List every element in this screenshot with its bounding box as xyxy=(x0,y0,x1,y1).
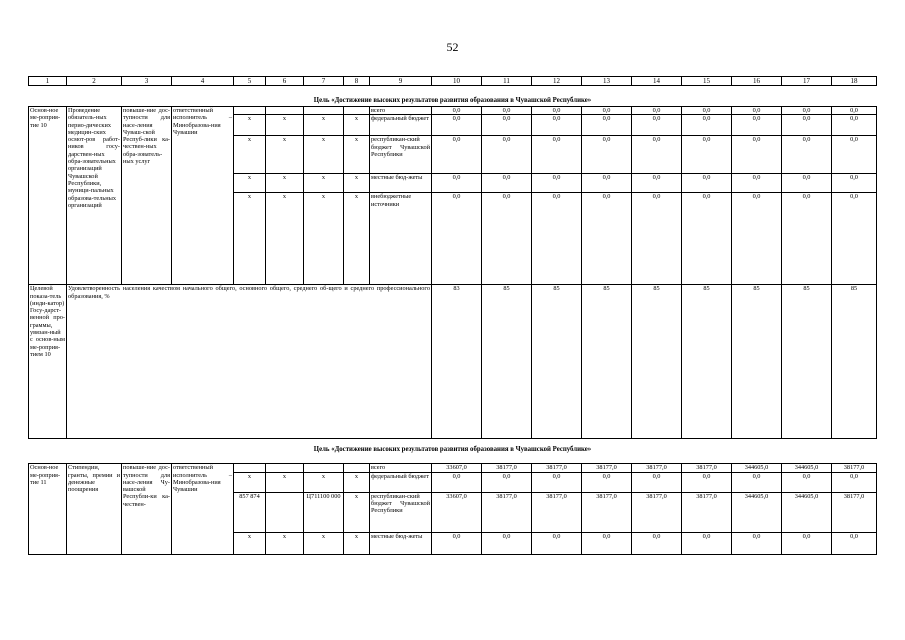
spacer-row xyxy=(29,86,877,97)
amount-value: 0,0 xyxy=(532,136,582,174)
column-number: 9 xyxy=(370,77,432,86)
amount-value: 0,0 xyxy=(582,136,632,174)
amount-value: 0,0 xyxy=(732,107,782,115)
amount-value: 0,0 xyxy=(482,532,532,554)
indicator-value: 85 xyxy=(632,285,682,439)
column-number: 5 xyxy=(234,77,266,86)
amount-value: 38177,0 xyxy=(832,464,877,472)
budget-code xyxy=(266,464,304,472)
amount-value: 0,0 xyxy=(532,532,582,554)
indicator-value: 85 xyxy=(682,285,732,439)
amount-value: 0,0 xyxy=(532,193,582,285)
column-number: 7 xyxy=(304,77,344,86)
amount-value: 0,0 xyxy=(482,193,532,285)
funding-source: всего xyxy=(370,464,432,472)
indicator-value: 85 xyxy=(482,285,532,439)
budget-code: x xyxy=(266,136,304,174)
column-number: 4 xyxy=(172,77,234,86)
spacer-row xyxy=(29,455,877,464)
column-number: 6 xyxy=(266,77,304,86)
amount-value: 0,0 xyxy=(782,532,832,554)
budget-code: x xyxy=(234,472,266,492)
funding-source: всего xyxy=(370,107,432,115)
goal-row xyxy=(29,96,877,107)
column-number: 13 xyxy=(582,77,632,86)
funding-source: федеральный бюджет xyxy=(370,115,432,136)
budget-code: x xyxy=(304,174,344,193)
amount-value: 0,0 xyxy=(432,472,482,492)
amount-value: 0,0 xyxy=(482,174,532,193)
amount-value: 0,0 xyxy=(782,472,832,492)
budget-code xyxy=(304,464,344,472)
amount-value: 33607,0 xyxy=(432,464,482,472)
budget-code: x xyxy=(234,174,266,193)
amount-value: 0,0 xyxy=(482,107,532,115)
budget-code: x xyxy=(344,193,370,285)
budget-code xyxy=(344,107,370,115)
amount-value: 0,0 xyxy=(582,472,632,492)
budget-code: x xyxy=(234,193,266,285)
amount-value: 0,0 xyxy=(432,115,482,136)
budget-code: x xyxy=(234,532,266,554)
amount-value: 0,0 xyxy=(832,115,877,136)
responsible-executor: ответственный исполнитель – Минобразова-ния Чувашии xyxy=(172,107,234,285)
amount-value: 0,0 xyxy=(432,136,482,174)
responsible-executor: ответственный исполнитель – Минобразова-ния Чувашии xyxy=(172,464,234,554)
budget-code xyxy=(266,492,304,532)
budget-table xyxy=(28,76,877,555)
budget-code: x xyxy=(304,115,344,136)
budget-code xyxy=(304,107,344,115)
amount-value: 0,0 xyxy=(832,193,877,285)
amount-value: 0,0 xyxy=(832,532,877,554)
funding-source: федеральный бюджет xyxy=(370,472,432,492)
header-row xyxy=(29,77,877,86)
amount-value: 0,0 xyxy=(682,107,732,115)
amount-value: 0,0 xyxy=(732,136,782,174)
funding-source: местные бюд-жеты xyxy=(370,532,432,554)
budget-row xyxy=(29,107,877,115)
amount-value: 0,0 xyxy=(632,532,682,554)
column-number: 1 xyxy=(29,77,67,86)
activity-label: Основ-ное ме-роприя-тие 10 xyxy=(29,107,67,285)
amount-value: 0,0 xyxy=(682,115,732,136)
amount-value: 0,0 xyxy=(432,107,482,115)
budget-code: x xyxy=(266,193,304,285)
amount-value: 38177,0 xyxy=(582,492,632,532)
amount-value: 0,0 xyxy=(532,107,582,115)
amount-value: 38177,0 xyxy=(532,464,582,472)
amount-value: 344605,0 xyxy=(782,464,832,472)
activity-name: Стипендии, гранты, премии и денежные поощрения xyxy=(67,464,122,554)
budget-code xyxy=(266,107,304,115)
amount-value: 38177,0 xyxy=(832,492,877,532)
amount-value: 344605,0 xyxy=(732,492,782,532)
amount-value: 0,0 xyxy=(582,115,632,136)
column-number: 3 xyxy=(122,77,172,86)
column-number: 18 xyxy=(832,77,877,86)
amount-value: 0,0 xyxy=(582,107,632,115)
amount-value: 38177,0 xyxy=(632,492,682,532)
budget-code: x xyxy=(234,136,266,174)
budget-code: x xyxy=(344,174,370,193)
funding-source: республикан-ский бюджет Чувашской Республики xyxy=(370,136,432,174)
amount-value: 0,0 xyxy=(832,136,877,174)
budget-code xyxy=(234,107,266,115)
amount-value: 344605,0 xyxy=(782,492,832,532)
column-number: 11 xyxy=(482,77,532,86)
amount-value: 0,0 xyxy=(682,174,732,193)
budget-code: x xyxy=(266,115,304,136)
column-number: 2 xyxy=(67,77,122,86)
budget-code: Ц711100 000 xyxy=(304,492,344,532)
amount-value: 0,0 xyxy=(432,174,482,193)
budget-code: x xyxy=(266,174,304,193)
amount-value: 344605,0 xyxy=(732,464,782,472)
amount-value: 0,0 xyxy=(582,193,632,285)
indicator-text: Удовлетворенность населения качеством начального общего, основного общего, среднего об-щего и среднего профессионального образования, % xyxy=(67,285,432,439)
budget-code: x xyxy=(304,136,344,174)
amount-value: 0,0 xyxy=(832,174,877,193)
budget-code: x xyxy=(266,472,304,492)
amount-value: 0,0 xyxy=(632,193,682,285)
amount-value: 0,0 xyxy=(432,532,482,554)
budget-code xyxy=(344,464,370,472)
budget-code xyxy=(234,464,266,472)
amount-value: 0,0 xyxy=(682,532,732,554)
spacer xyxy=(29,455,877,464)
indicator-value: 85 xyxy=(782,285,832,439)
indicator-value: 85 xyxy=(582,285,632,439)
amount-value: 0,0 xyxy=(682,136,732,174)
amount-value: 38177,0 xyxy=(632,464,682,472)
funding-source: местные бюд-жеты xyxy=(370,174,432,193)
goal-heading: Цель «Достижение высоких результатов развития образования в Чувашской Республике» xyxy=(313,446,592,454)
amount-value: 0,0 xyxy=(432,193,482,285)
amount-value: 38177,0 xyxy=(582,464,632,472)
amount-value: 0,0 xyxy=(632,107,682,115)
column-number: 15 xyxy=(682,77,732,86)
amount-value: 0,0 xyxy=(682,472,732,492)
amount-value: 0,0 xyxy=(632,472,682,492)
column-number: 8 xyxy=(344,77,370,86)
budget-code: x xyxy=(266,532,304,554)
budget-code: x xyxy=(344,492,370,532)
amount-value: 0,0 xyxy=(582,532,632,554)
column-number: 12 xyxy=(532,77,582,86)
amount-value: 0,0 xyxy=(632,115,682,136)
budget-code: x xyxy=(344,532,370,554)
column-number: 14 xyxy=(632,77,682,86)
amount-value: 0,0 xyxy=(632,174,682,193)
budget-code: x xyxy=(304,472,344,492)
budget-code: x xyxy=(234,115,266,136)
activity-goal: повыше-ние дос-тупности для насе-ления Чу-вашской Республи-ки ка-чествен- xyxy=(122,464,172,554)
amount-value: 0,0 xyxy=(482,115,532,136)
indicator-value: 83 xyxy=(432,285,482,439)
amount-value: 0,0 xyxy=(782,107,832,115)
amount-value: 0,0 xyxy=(732,472,782,492)
amount-value: 0,0 xyxy=(782,193,832,285)
amount-value: 0,0 xyxy=(482,472,532,492)
amount-value: 0,0 xyxy=(532,115,582,136)
amount-value: 0,0 xyxy=(532,472,582,492)
funding-source: республикан-ский бюджет Чувашской Республики xyxy=(370,492,432,532)
indicator-row xyxy=(29,285,877,439)
amount-value: 0,0 xyxy=(682,193,732,285)
amount-value: 0,0 xyxy=(582,174,632,193)
budget-code: x xyxy=(344,115,370,136)
indicator-value: 85 xyxy=(732,285,782,439)
amount-value: 38177,0 xyxy=(682,464,732,472)
page-number: 52 xyxy=(446,40,459,54)
amount-value: 0,0 xyxy=(782,136,832,174)
column-number: 17 xyxy=(782,77,832,86)
column-number: 16 xyxy=(732,77,782,86)
budget-code: x xyxy=(304,532,344,554)
amount-value: 0,0 xyxy=(732,174,782,193)
amount-value: 0,0 xyxy=(832,472,877,492)
amount-value: 38177,0 xyxy=(482,464,532,472)
amount-value: 0,0 xyxy=(732,115,782,136)
amount-value: 38177,0 xyxy=(482,492,532,532)
indicator-value: 85 xyxy=(832,285,877,439)
amount-value: 0,0 xyxy=(832,107,877,115)
amount-value: 0,0 xyxy=(632,136,682,174)
indicator-label: Целевой показа-тель (инди-катор) Госу-дарст-венной про-граммы, увязан-ный с основ-ным ме-роприя-тием 10 xyxy=(29,285,67,439)
amount-value: 33607,0 xyxy=(432,492,482,532)
activity-name: Проведение обязатель-ных перио-дических медицин-ских осмот-ров работ-ников госу-дарствен-ных обра-зовательных организаций Чувашской Республики, муници-пальных образова-тельных организаций xyxy=(67,107,122,285)
activity-goal: повыше-ние дос-тупности для насе-ления Чуваш-ской Респуб-лики ка-чествен-ных обра-зователь-ных услуг xyxy=(122,107,172,285)
amount-value: 38177,0 xyxy=(682,492,732,532)
budget-code: x xyxy=(344,136,370,174)
amount-value: 0,0 xyxy=(782,115,832,136)
amount-value: 0,0 xyxy=(782,174,832,193)
activity-label: Основ-ное ме-роприя-тие 11 xyxy=(29,464,67,554)
amount-value: 38177,0 xyxy=(532,492,582,532)
goal-row xyxy=(29,445,877,455)
amount-value: 0,0 xyxy=(732,193,782,285)
amount-value: 0,0 xyxy=(482,136,532,174)
budget-row xyxy=(29,464,877,472)
budget-code: 857 874 xyxy=(234,492,266,532)
amount-value: 0,0 xyxy=(532,174,582,193)
budget-code: x xyxy=(304,193,344,285)
indicator-value: 85 xyxy=(532,285,582,439)
column-number: 10 xyxy=(432,77,482,86)
goal-heading: Цель «Достижение высоких результатов развития образования в Чувашской Республике» xyxy=(313,97,592,104)
budget-code: x xyxy=(344,472,370,492)
funding-source: внебюджетные источники xyxy=(370,193,432,285)
amount-value: 0,0 xyxy=(732,532,782,554)
